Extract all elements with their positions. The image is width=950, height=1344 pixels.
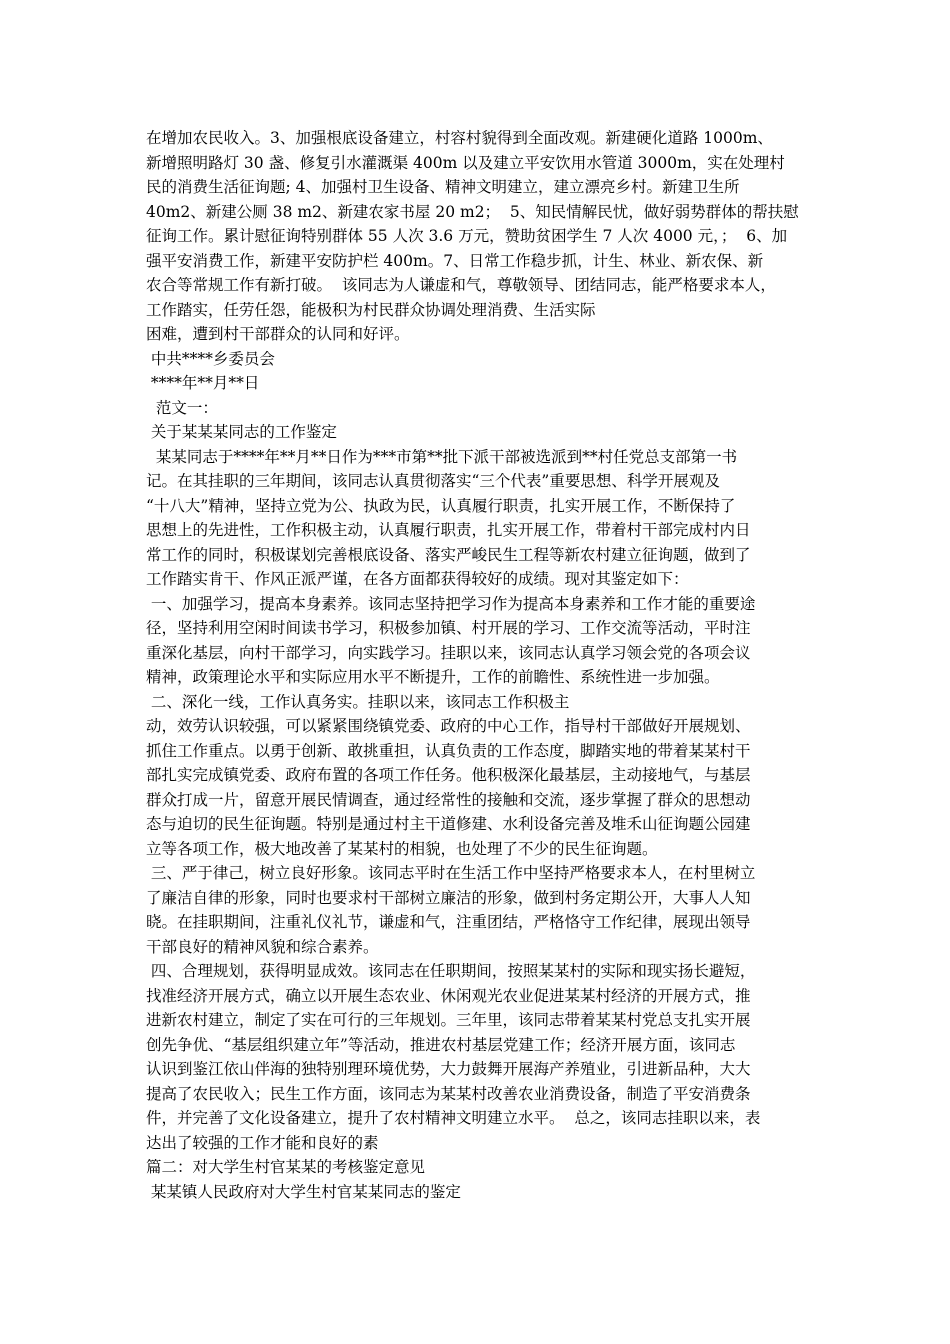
text-line: 民的消费生活征询题; 4、加强村卫生设备、精神文明建立，建立漂亮乡村。新建卫生所 (146, 178, 740, 196)
text-line: 晓。在挂职期间，注重礼仪礼节，谦虚和气，注重团结，严格恪守工作纪律，展现出领导 (146, 913, 751, 931)
text-line: 三、严于律己，树立良好形象。该同志平时在生活工作中坚持严格要求本人，在村里树立 (146, 864, 756, 882)
text-line: 创先争优、“基层组织建立年”等活动，推进农村基层党建工作；经济开展方面，该同志 (146, 1035, 736, 1054)
text-line: 找准经济开展方式，确立以开展生态农业、休闲观光农业促进某某村经济的开展方式，推 (146, 986, 751, 1005)
text-line: 记。在其挂职的三年期间，该同志认真贯彻落实“三个代表”重要思想、科学开展观及 (146, 472, 720, 490)
text-line: 群众打成一片，留意开展民情调查，通过经常性的接触和交流，逐步掌握了群众的思想动 (146, 790, 751, 809)
text-line: 立等各项工作，极大地改善了某某村的相貌，也处理了不少的民生征询题。 (146, 839, 658, 858)
text-line: ****年**月**日 (146, 374, 260, 392)
text-line: 某某镇人民政府对大学生村官某某同志的鉴定 (146, 1182, 461, 1201)
text-line: 范文一： (146, 398, 218, 417)
text-line: 某某同志于****年**月**日作为***市第**批下派干部被选派到**村任党总支部第一书 (146, 447, 738, 466)
text-line: 态与迫切的民生征询题。特别是通过村主干道修建、水利设备完善及堆禾山征询题公园建 (146, 815, 751, 833)
text-line: 了廉洁自律的形象，同时也要求村干部树立廉洁的形象，做到村务定期公开，大事人人知 (146, 888, 751, 907)
text-line: 新增照明路灯 30 盏、修复引水灌溉渠 400m 以及建立平安饮用水管道 3000m，实在处理村 (146, 153, 785, 172)
text-line: 常工作的同时，积极谋划完善根底设备、落实严峻民生工程等新农村建立征询题，做到了 (146, 545, 751, 564)
text-line: 中共****乡委员会 (146, 349, 275, 368)
text-line: 思想上的先进性，工作积极主动，认真履行职责，扎实开展工作，带着村干部完成村内日 (146, 521, 751, 539)
text-line: 抓住工作重点。以勇于创新、敢挑重担，认真负责的工作态度，脚踏实地的带着某某村干 (146, 741, 751, 760)
text-line: 困难，遭到村干部群众的认同和好评。 (146, 325, 410, 343)
text-line: 干部良好的精神风貌和综合素养。 (146, 937, 379, 956)
text-line: 达出了较强的工作才能和良好的素 (146, 1133, 379, 1152)
text-line: 进新农村建立，制定了实在可行的三年规划。三年里，该同志带着某某村党总支扎实开展 (146, 1011, 751, 1029)
text-line: 四、合理规划，获得明显成效。该同志在任职期间，按照某某村的实际和现实扬长避短， (146, 962, 756, 980)
text-line: 关于某某某同志的工作鉴定 (146, 423, 337, 441)
text-line: 部扎实完成镇党委、政府布置的各项工作任务。他积极深化最基层，主动接地气，与基层 (146, 766, 751, 784)
document-body (146, 126, 818, 1204)
text-line: 件，并完善了文化设备建立，提升了农村精神文明建立水平。 总之，该同志挂职以来，表 (146, 1109, 761, 1127)
text-line: 40m2、新建公厕 38 m2、新建农家书屋 20 m2； 5、知民情解民忧，做好弱势群体的帮扶慰 (146, 202, 799, 221)
text-line: 工作踏实，任劳任怨，能极积为村民群众协调处理消费、生活实际 (146, 300, 596, 319)
text-line: 动，效劳认识较强，可以紧紧围绕镇党委、政府的中心工作，指导村干部做好开展规划、 (146, 717, 751, 735)
text-line: 精神，政策理论水平和实际应用水平不断提升，工作的前瞻性、系统性进一步加强。 (146, 668, 720, 686)
text-line: “十八大”精神，坚持立党为公、执政为民，认真履行职责，扎实开展工作，不断保持了 (146, 496, 736, 515)
text-line: 重深化基层，向村干部学习，向实践学习。挂职以来，该同志认真学习领会党的各项会议 (146, 643, 751, 662)
text-line: 径，坚持利用空闲时间读书学习，积极参加镇、村开展的学习、工作交流等活动，平时注 (146, 619, 751, 637)
text-line: 提高了农民收入；民生工作方面，该同志为某某村改善农业消费设备，制造了平安消费条 (146, 1084, 751, 1103)
text-line: 一、加强学习，提高本身素养。该同志坚持把学习作为提高本身素养和工作才能的重要途 (146, 594, 756, 613)
text-line: 征询工作。累计慰征询特别群体 55 人次 3.6 万元，赞助贫困学生 7 人次 4000 元，； 6、加 (146, 227, 788, 245)
text-line: 认识到鉴江依山伴海的独特别理环境优势，大力鼓舞开展海产养殖业，引进新品种，大大 (146, 1060, 751, 1078)
text-line: 强平安消费工作，新建平安防护栏 400m。7、日常工作稳步抓，计生、林业、新农保、新 (146, 251, 764, 270)
text-line: 工作踏实肯干、作风正派严谨，在各方面都获得较好的成绩。现对其鉴定如下： (146, 570, 689, 588)
text-line: 二、深化一线，工作认真务实。挂职以来，该同志工作积极主 (146, 692, 570, 711)
text-line: 在增加农民收入。3、加强根底设备建立，村容村貌得到全面改观。新建硬化道路 1000m、 (146, 129, 773, 147)
text-line: 农合等常规工作有新打破。 该同志为人谦虚和气，尊敬领导、团结同志，能严格要求本人， (146, 276, 776, 294)
text-line: 篇二：对大学生村官某某的考核鉴定意见 (146, 1158, 426, 1176)
